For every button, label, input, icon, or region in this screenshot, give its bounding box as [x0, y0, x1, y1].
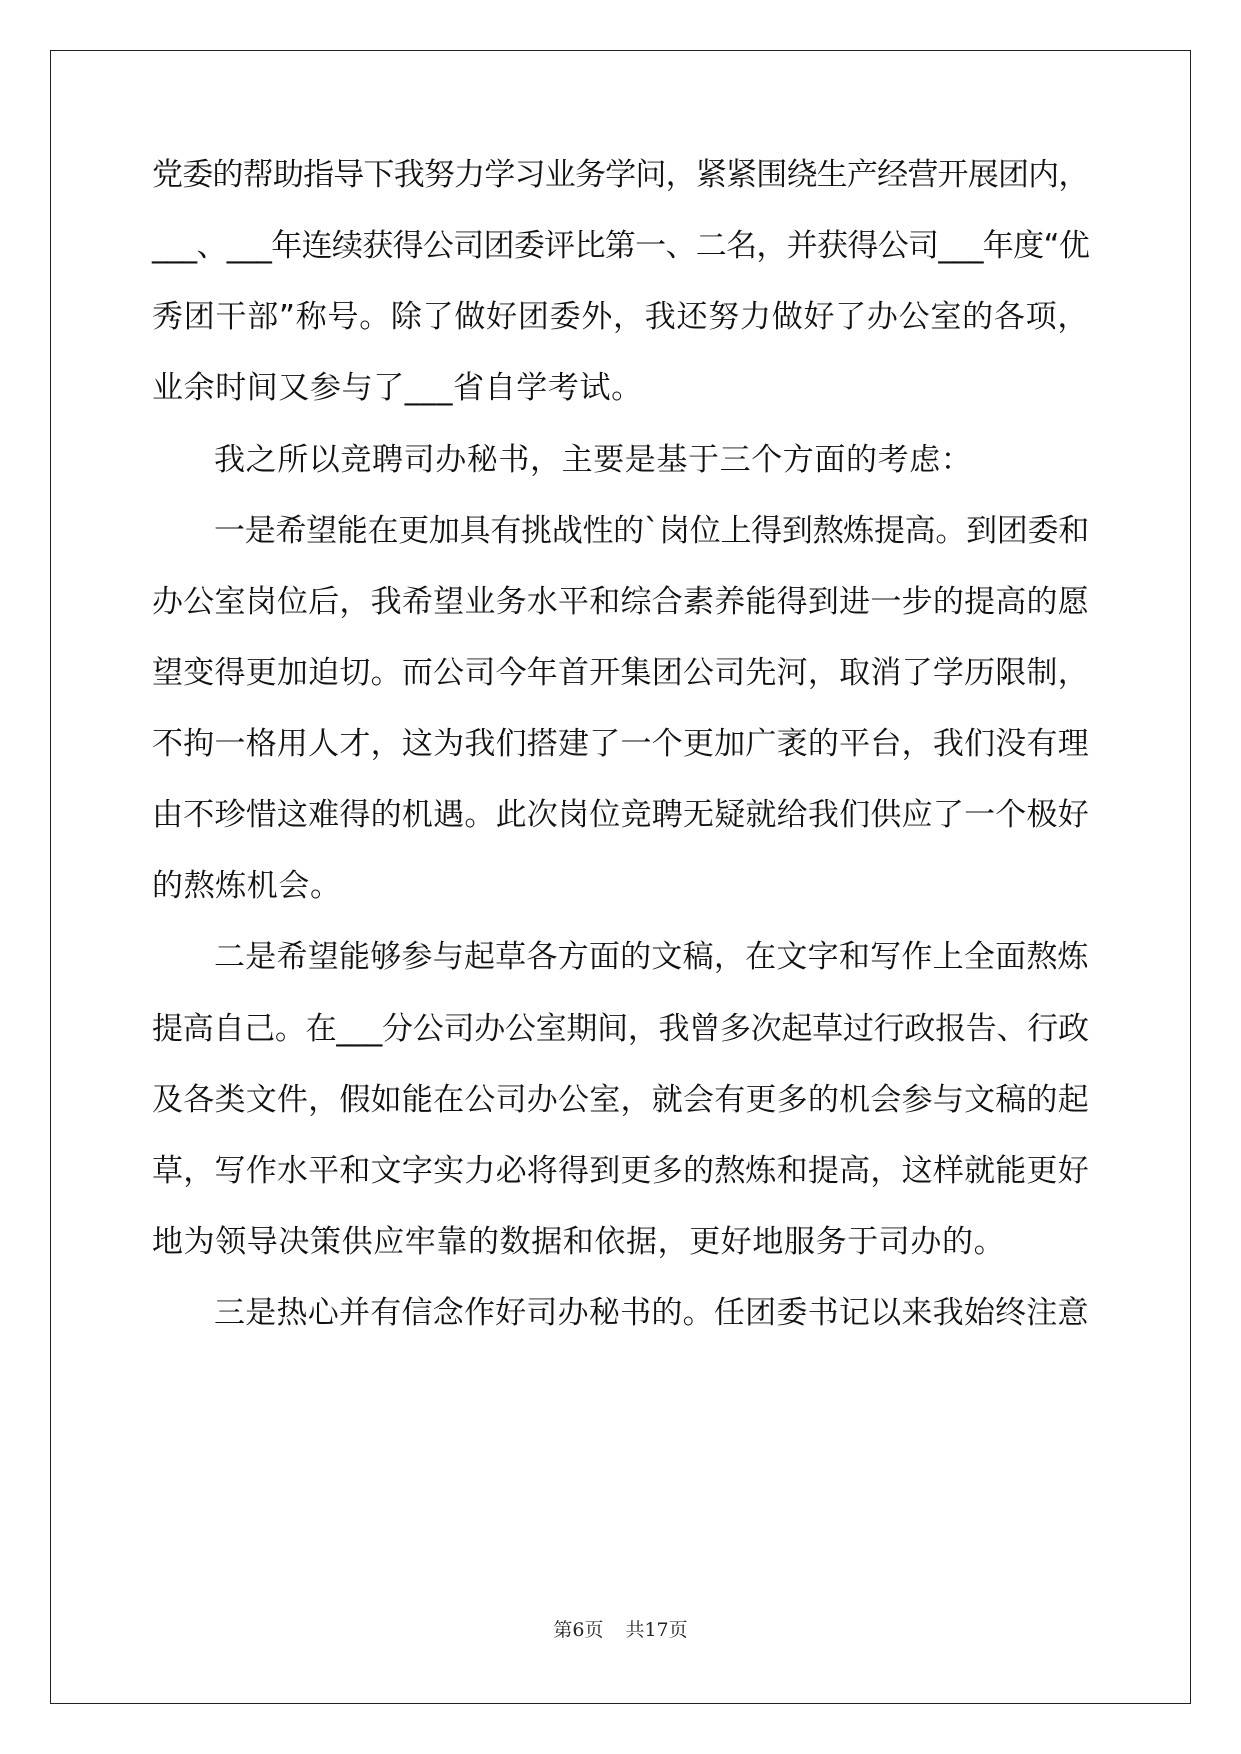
paragraph-line: 党委的帮助指导下我努力学习业务学问，紧紧围绕生产经营开展团内， [152, 157, 1089, 193]
paragraph-line: 不拘一格用人才，这为我们搭建了一个更加广袤的平台，我们没有理 [152, 726, 1089, 762]
page-footer [0, 1615, 1241, 1642]
paragraph-line: 一是希望能在更加具有挑战性的`岗位上得到熬炼提高。到团委和 [214, 513, 1089, 549]
paragraph-line: 地为领导决策供应牢靠的数据和依据，更好地服务于司办的。 [152, 1224, 1006, 1260]
paragraph-line: 的熬炼机会。 [152, 868, 342, 904]
paragraph-line: ___、___年连续获得公司团委评比第一、二名，并获得公司___年度“优 [152, 228, 1090, 264]
paragraph-line: 三是热心并有信念作好司办秘书的。任团委书记以来我始终注意 [214, 1295, 1089, 1331]
page-number-total: 共17页 [625, 1619, 688, 1641]
paragraph-line: 草，写作水平和文字实力必将得到更多的熬炼和提高，这样就能更好 [152, 1153, 1089, 1189]
paragraph-line: 提高自己。在___分公司办公室期间，我曾多次起草过行政报告、行政 [152, 1011, 1089, 1047]
page-number-current: 第6页 [553, 1619, 604, 1641]
paragraph-line: 由不珍惜这难得的机遇。此次岗位竞聘无疑就给我们供应了一个极好 [152, 797, 1089, 833]
paragraph-line: 及各类文件，假如能在公司办公室，就会有更多的机会参与文稿的起 [152, 1082, 1089, 1118]
paragraph-line: 二是希望能够参与起草各方面的文稿，在文字和写作上全面熬炼 [214, 939, 1089, 975]
paragraph-line: 业余时间又参与了___省自学考试。 [152, 370, 643, 406]
paragraph-line: 望变得更加迫切。而公司今年首开集团公司先河，取消了学历限制， [152, 655, 1089, 691]
paragraph-line: 秀团干部”称号。除了做好团委外，我还努力做好了办公室的各项， [152, 299, 1090, 335]
paragraph-line: 办公室岗位后，我希望业务水平和综合素养能得到进一步的提高的愿 [152, 584, 1089, 620]
paragraph-line: 我之所以竞聘司办秘书，主要是基于三个方面的考虑： [214, 442, 973, 478]
